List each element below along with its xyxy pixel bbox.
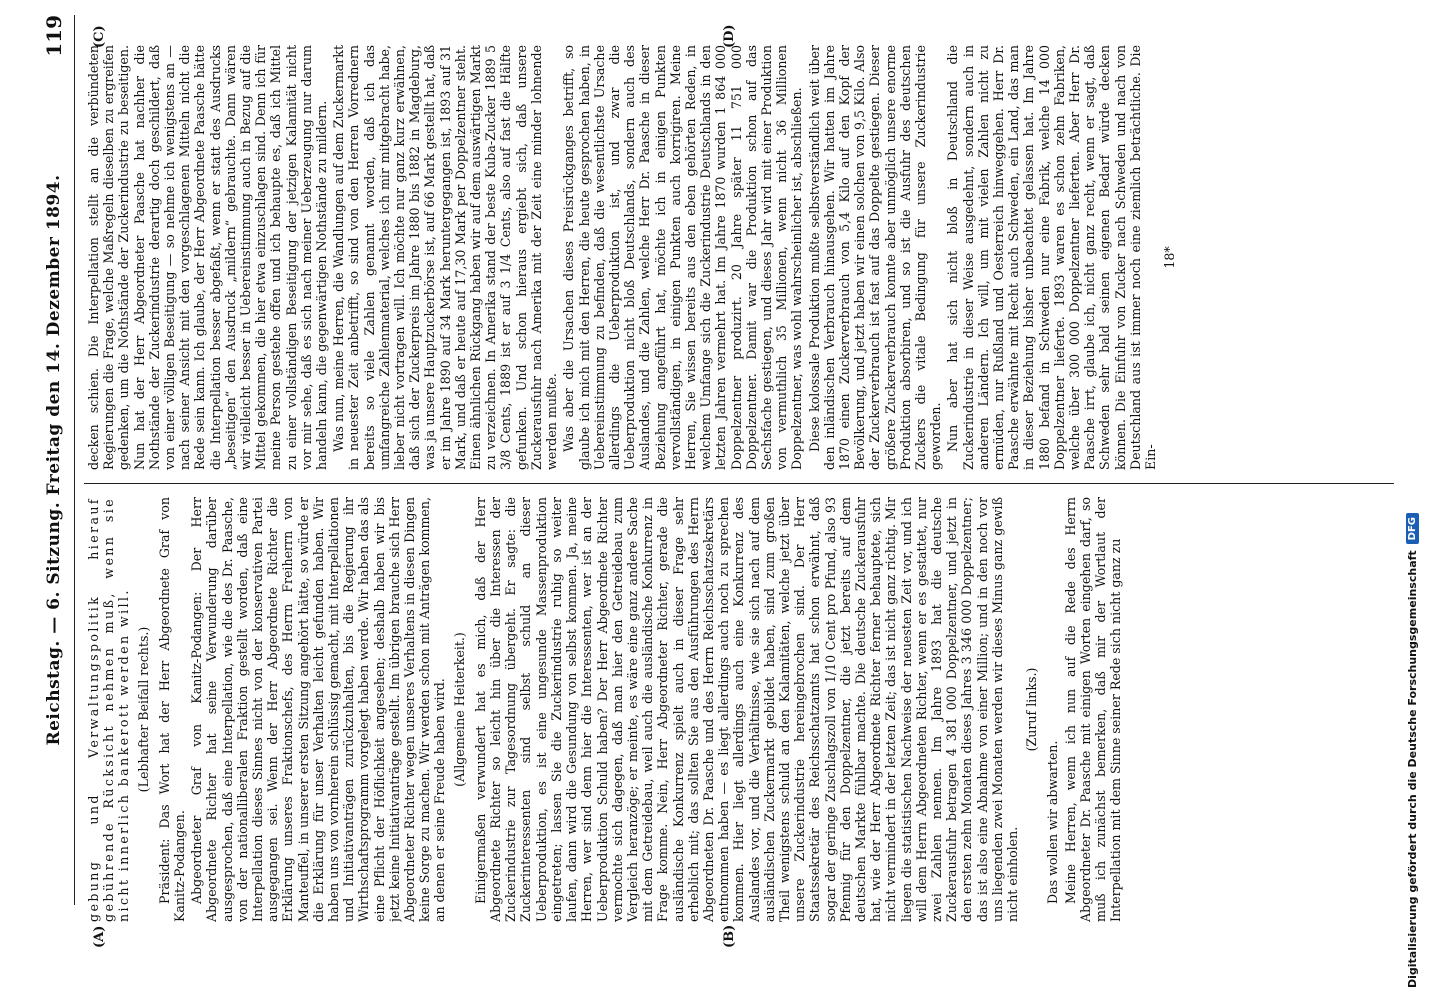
applause-note: (Allgemeine Heiterkeit.): [451, 632, 467, 787]
page-header: [40, 15, 75, 905]
paragraph: Präsident: Das Wort hat der Herr Abgeordnete Graf von Kanitz-Podangen.: [156, 497, 188, 922]
signature-mark: 18*: [1162, 246, 1178, 269]
left-column: [86, 497, 1386, 922]
margin-mark-d: (D): [722, 24, 737, 48]
margin-mark-b: (B): [722, 924, 737, 948]
paragraph: gebung und Verwaltungspolitik hierauf gebührende Rücksicht nehmen muß, wenn sie nicht innerlich bankerott werden will.: [86, 497, 132, 922]
interjection-note: (Zuruf links.): [1024, 667, 1040, 752]
margin-mark-a: (A): [92, 925, 107, 948]
paragraph: Was nun, meine Herren, die Wandlungen auf dem Zuckermarkt in neuester Zeit anbetrifft, so sind von den Herren Vorrednern bereits so viele Zahlen genannt worden, daß ich das umfangreiche Zahlenmaterial, welches ich mir mitgebracht habe, lieber nicht vortragen will. Ich möchte nur ganz kurz erwähnen, daß sich der Zuckerpreis im Jahre 1880 bis 1882 in Magdeburg, was ja unsere Hauptzuckerbörse ist, auf 66 Mark gestellt hat, daß er im Jahre 1890 auf 34 Mark heruntergegangen ist, 1893 auf 31 Mark, und daß er heute auf 17,30 Mark per Doppelzentner steht. Einen ähnlichen Rückgang haben wir auf dem auswärtigen Markt zu verzeichnen. In Amerika stand der beste Kuba-Zucker 1889 5 3/8 Cents, 1889 ist er auf 3 1/4 Cents, also auf fast die Hälfte gefunken. Und schon hieraus ergiebt sich, daß unsere Zuckerausfuhr nach Amerika mit der Zeit eine minder lohnende werden mußte.: [331, 45, 560, 470]
page-header-title: Reichstag. — 6. Sitzung. Freitag den 14. Dezember 1894.: [44, 174, 64, 746]
digitization-text: Digitalisierung gefördert durch die Deutsche Forschungsgemeinschaft: [1405, 550, 1419, 988]
margin-mark-c: (C): [92, 25, 107, 48]
dfg-logo: DFG: [1406, 513, 1419, 544]
column-divider: [84, 483, 1394, 484]
paragraph: Was aber die Ursachen dieses Preisrückganges betrifft, so glaube ich mich mit den Herren, die heute gesprochen haben, in Uebereinstimmung zu befinden, daß die wesentlichste Ursache allerdings die Ueberproduktion ist, und zwar die Ueberproduktion nicht bloß Deutschlands, sondern auch des Auslandes, und die Zahlen, welche Herr Dr. Paasche in dieser Beziehung angeführt hat, möchte ich in einigen Punkten vervollständigen, in einigen Punkten auch korrigiren. Meine Herren, Sie wissen bereits aus den eben gehörten Reden, in welchem Umfange sich die Zuckerindustrie Deutschlands in den letzten Jahren vermehrt hat. Im Jahre 1870 wurden 1 864 000 Doppelzentner produzirt. 20 Jahre später 11 751 000 Doppelzentner. Damit war die Produktion schon auf das Sechsfache gestiegen, und dieses Jahr wird mit einer Produktion von vermuthlich 35 Millionen, wenn nicht 36 Millionen Doppelzentner, was wohl wahrscheinlicher ist, abschließen.: [561, 45, 805, 470]
right-column: [86, 45, 1386, 470]
paragraph: Meine Herren, wenn ich nun auf die Rede des Herrn Abgeordneter Dr. Paasche mit einigen Worten eingehen darf, so muß ich zunächst bemerken, daß mir der Wortlaut der Interpellation mit dem Sinne seiner Rede sich nicht ganz zu: [1062, 497, 1124, 922]
digitization-notice: [1392, 0, 1432, 1000]
paragraph: Nun aber hat sich nicht bloß in Deutschland die Zuckerindustrie in dieser Weise ausgedehnt, sondern auch in anderen Ländern. Ich will, um mit vielen Zahlen nicht zu ermüden, nur Rußland und Oesterreich hinweggehen. Herr Dr. Paasche erwähnte mit Recht auch Schweden, ein Land, das man in dieser Beziehung bisher unbeachtet gelassen hat. Im Jahre 1880 befand in Schweden nur eine Fabrik, welche 14 000 Doppelzentner lieferte. 1893 waren es schon zehn Fabriken, welche über 300 000 Doppelzentner lieferten. Aber Herr Dr. Paasche irrt, glaube ich, nicht ganz recht, wenn er sagt, daß Schweden sehr bald seinen eigenen Bedarf würde decken können. Die Einfuhr von Zucker nach Schweden und nach von Deutschland aus ist immer noch eine ziemlich beträchtliche. Die Ein-: [945, 45, 1159, 470]
paragraph: Abgeordneter Graf von Kanitz-Podangen: Der Herr Abgeordnete Richter hat seine Verwunderung darüber ausgesprochen, daß eine Interpellation, wie die des Dr. Paasche, von der nationalliberalen Fraktion gestellt worden, daß eine Interpellation dieses Sinnes nicht von der konservativen Partei ausgegangen sei. Wenn der Herr Abgeordnete Richter die Erklärung unseres Fraktionschefs, des Herrn Freiherrn von Manteuffel, in unserer ersten Sitzung angehört hätte, so würde er die Erklärung für unser Verhalten leicht gefunden haben. Wir haben uns von vornherein schlüssig gemacht, mit Interpellationen und Initiativanträgen zurückzuhalten, bis die Regierung ihr Wirthschaftsprogramm vorgelegt haben werde. Wir haben das als eine Pflicht der Höflichkeit angesehen; deshalb haben wir bis jetzt keine Initiativanträge gestellt. Im übrigen brauche sich Herr Abgeordneter Richter wegen unseres Verhaltens in diesen Dingen keine Sorge zu machen. Wir werden schon mit Anträgen kommen, an denen er seine Freude haben wird.: [189, 497, 448, 922]
paragraph: Diese kolossale Produktion mußte selbstverständlich weit über den inländischen Verbrauch hinausgehen. Wir hatten im Jahre 1870 einen Zuckerverbrauch von 5,4 Kilo auf den Kopf der Bevölkerung, und jetzt haben wir einen solchen von 9,5 Kilo. Also der Zuckerverbrauch ist fast auf das Doppelte gestiegen. Dieser größere Zuckerverbrauch konnte aber unmöglich unsere enorme Produktion absorbiren, und so ist die Ausfuhr des deutschen Zuckers die vitale Bedingung für unsere Zuckerindustrie geworden.: [806, 45, 944, 470]
digitization-strip: [1392, 0, 1432, 1000]
page-number: 119: [42, 15, 66, 57]
paragraph: decken schien. Die Interpellation stellt an die verbündeten Regierungen die Frage, welche Maßregeln dieselben zu ergreifen gedenken, um die Nothstände der Zuckerindustrie zu beseitigen. Nun hat der Herr Abgeordneter Paasche hat nachher die Nothstände der Zuckerindustrie derartig doch geschildert, daß von einer völligen Beseitigung — so nehme ich wenigstens an — nach seiner Ansicht mit den vorgeschlagenen Mitteln nicht die Rede sein kann. Ich glaube, der Herr Abgeordnete Paasche hätte die Interpellation besser abgefaßt, wenn er statt des Ausdrucks „beseitigen“ den Ausdruck „mildern“ gebrauchte. Dann wären wir vielleicht besser in Uebereinstimmung auch in Bezug auf die Mittel gekommen, die hier etwa einzuschlagen sind. Denn ich für meine Person gestehe offen und ich behaupte es, daß ich Mittel zu einer vollständigen Beseitigung der jetzigen Kalamität nicht vor mir sehe, daß es sich nach meiner Ueberzeugung nur darum handeln kann, die gegenwärtigen Nothstände zu mildern.: [86, 45, 330, 470]
paragraph: Das wollen wir abwarten.: [1045, 740, 1061, 904]
applause-note: (Lebhafter Beifall rechts.): [135, 626, 151, 793]
paragraph: Einigermaßen verwundert hat es mich, daß der Herr Abgeordnete Richter so leicht hin über die Interessen der Zuckerindustrie zur Tagesordnung übergeht. Er sagte: die Zuckerinteressenten sind selbst schuld an dieser Ueberproduktion, es ist eine ungesunde Massenproduktion eingetreten; lassen Sie die Zuckerindustrie ruhig so weiter laufen, dann wird die Gesundung von selbst kommen. Ja, meine Herren, wer sind denn hier die Interessenten, wer ist an der Ueberproduktion Schuld haben? Der Herr Abgeordnete Richter vermochte sich dagegen, daß man hier den Getreidebau zum Vergleich heranzöge; er meinte, es wäre eine ganz andere Sache mit dem Getreidebau, weil auch die ausländische Konkurrenz in Frage komme. Nein, Herr Abgeordneter Richter, gerade die ausländische Konkurrenz spielt auch in dieser Frage sehr erheblich mit; das sollten Sie aus den Ausführungen des Herrn Abgeordneten Dr. Paasche und des Herrn Reichsschatzsekretärs entnommen haben — es liegt allerdings auch noch zu sprechen kommen. Hier liegt allerdings auch eine Konkurrenz des Auslandes vor, und die Verhältnisse, wie sie sich nach auf dem ausländischen Zuckermarkt gebildet haben, sind zum großen Theil wenigstens schuld an den Kalamitäten, welche jetzt über unsere Zuckerindustrie hereingebrochen sind. Der Herr Staatssekretär des Reichsschatzamts hat schon erwähnt, daß sogar der geringe Zuschlagszoll von 1/10 Cent pro Pfund, also 93 Pfennig für den Doppelzentner, die jetzt bereits auf dem deutschen Markte fühlbar machte. Die deutsche Zuckerausfuhr hat, wie der Herr Abgeordnete Richter ferner behauptete, sich nicht vermindert in der letzten Zeit; das ist nicht ganz richtig. Mir liegen die statistischen Nachweise der neuesten Zeit vor, und ich will dem Herrn Abgeordneten Richter, wenn er es gestattet, nur zwei Zahlen nennen. Im Jahre 1893 hat die deutsche Zuckerausfuhr betragen 4 381 000 Doppelzentner, und jetzt in den ersten zehn Monaten dieses Jahres 3 346 000 Doppelzentner; das ist also eine Abnahme von einer Million; und in den noch vor uns liegenden zwei Monaten werden wir dieses Minus ganz gewiß nicht einholen.: [472, 497, 1020, 922]
